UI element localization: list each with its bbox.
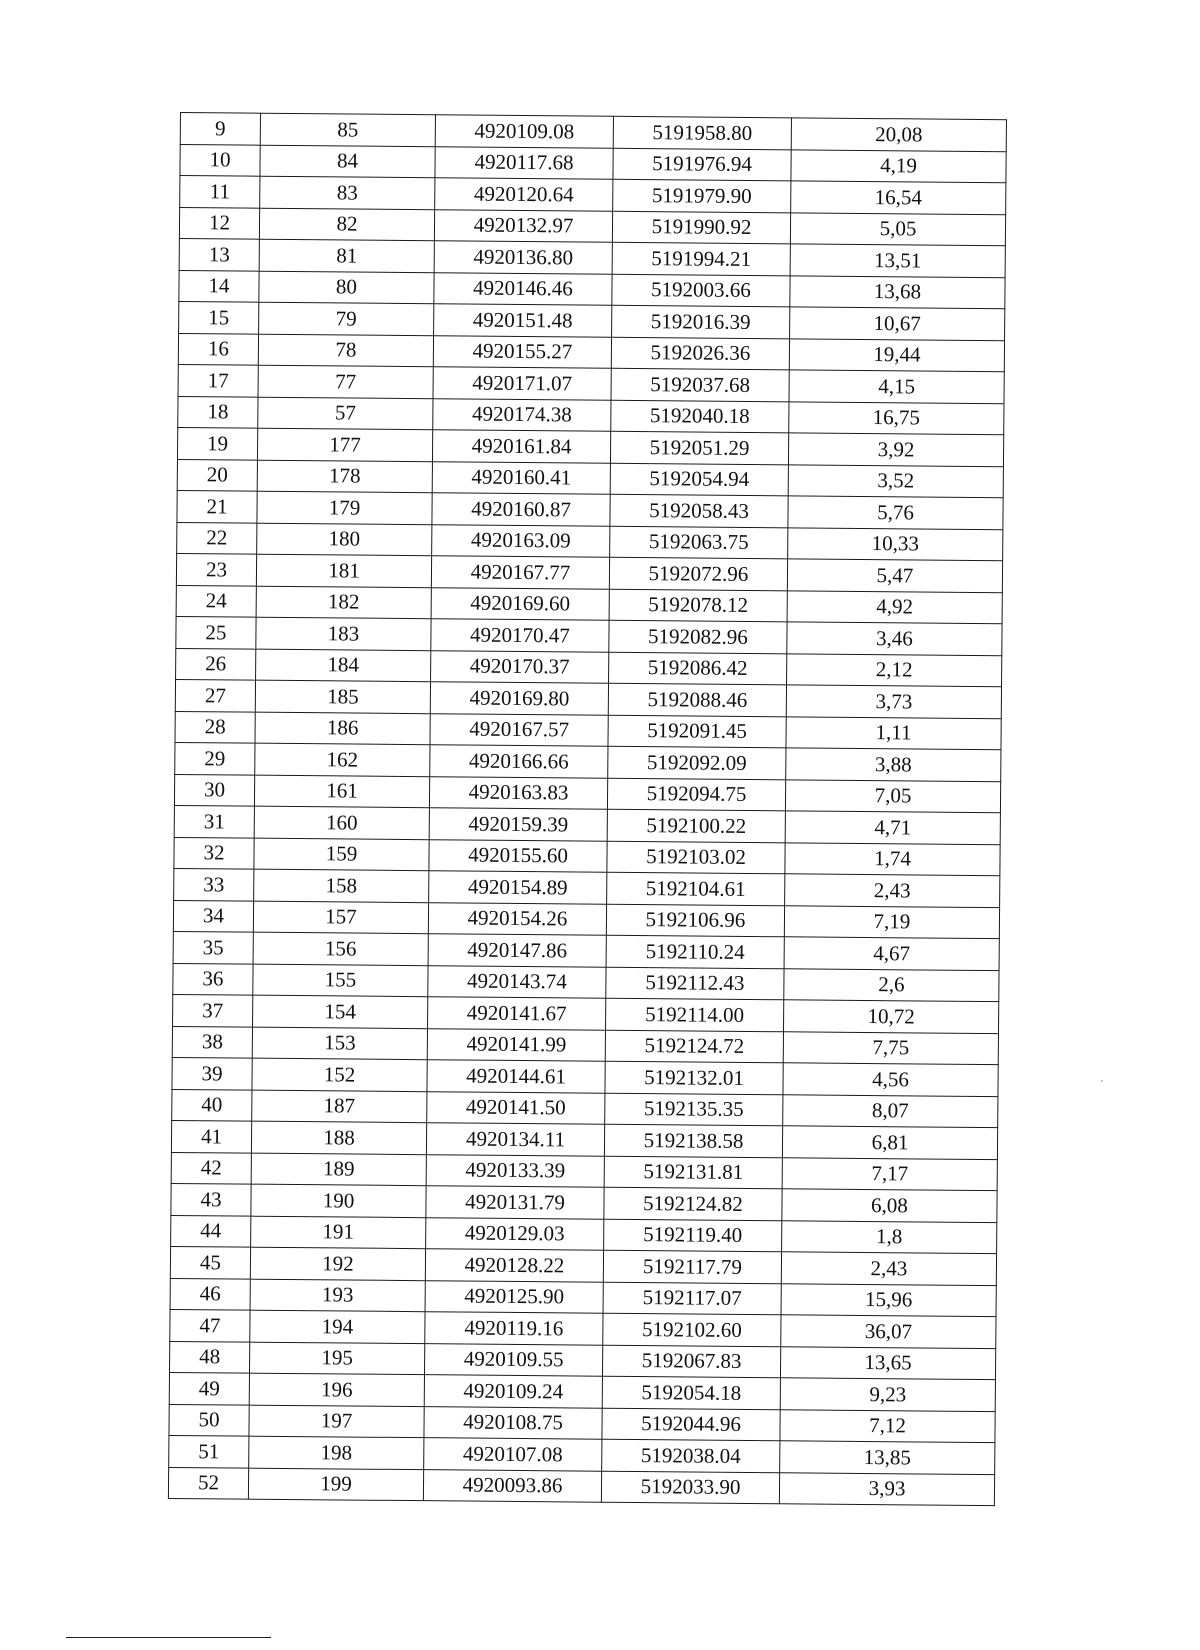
y-coordinate-cell: 5192088.46 xyxy=(608,683,786,716)
y-coordinate-cell: 5192058.43 xyxy=(610,494,788,527)
point-number-cell: 162 xyxy=(255,743,430,776)
x-coordinate-cell: 4920131.79 xyxy=(426,1186,604,1219)
point-number-cell: 186 xyxy=(255,712,430,745)
point-number-cell: 194 xyxy=(250,1310,425,1343)
x-coordinate-cell: 4920155.27 xyxy=(433,335,611,368)
row-number-cell: 36 xyxy=(173,963,253,995)
y-coordinate-cell: 5192016.39 xyxy=(612,305,790,338)
x-coordinate-cell: 4920129.03 xyxy=(426,1217,604,1250)
point-number-cell: 81 xyxy=(259,239,434,272)
row-number-cell: 25 xyxy=(176,616,256,648)
point-number-cell: 80 xyxy=(259,271,434,304)
row-number-cell: 46 xyxy=(170,1278,250,1310)
x-coordinate-cell: 4920136.80 xyxy=(434,241,612,274)
distance-cell: 36,07 xyxy=(781,1315,996,1348)
distance-cell: 13,85 xyxy=(780,1441,995,1474)
y-coordinate-cell: 5192112.43 xyxy=(606,967,784,1000)
distance-cell: 8,07 xyxy=(783,1094,998,1127)
row-number-cell: 34 xyxy=(173,900,253,932)
y-coordinate-cell: 5192103.02 xyxy=(607,841,785,874)
x-coordinate-cell: 4920160.87 xyxy=(432,493,610,526)
point-number-cell: 191 xyxy=(251,1216,426,1249)
row-number-cell: 45 xyxy=(170,1246,250,1278)
row-number-cell: 47 xyxy=(170,1309,250,1341)
point-number-cell: 79 xyxy=(259,302,434,335)
x-coordinate-cell: 4920146.46 xyxy=(434,272,612,305)
y-coordinate-cell: 5192114.00 xyxy=(606,998,784,1031)
y-coordinate-cell: 5192067.83 xyxy=(602,1345,780,1378)
x-coordinate-cell: 4920169.80 xyxy=(430,682,608,715)
y-coordinate-cell: 5191994.21 xyxy=(612,242,790,275)
x-coordinate-cell: 4920134.11 xyxy=(426,1123,604,1156)
x-coordinate-cell: 4920141.99 xyxy=(427,1028,605,1061)
distance-cell: 3,73 xyxy=(786,685,1001,718)
distance-cell: 19,44 xyxy=(789,338,1004,371)
point-number-cell: 192 xyxy=(250,1247,425,1280)
point-number-cell: 195 xyxy=(249,1342,424,1375)
x-coordinate-cell: 4920171.07 xyxy=(433,367,611,400)
x-coordinate-cell: 4920125.90 xyxy=(425,1280,603,1313)
x-coordinate-cell: 4920141.67 xyxy=(428,997,606,1030)
distance-cell: 2,43 xyxy=(781,1252,996,1285)
distance-cell: 15,96 xyxy=(781,1283,996,1316)
row-number-cell: 37 xyxy=(173,994,253,1026)
y-coordinate-cell: 5192119.40 xyxy=(604,1219,782,1252)
x-coordinate-cell: 4920120.64 xyxy=(435,178,613,211)
point-number-cell: 82 xyxy=(259,208,434,241)
point-number-cell: 193 xyxy=(250,1279,425,1312)
x-coordinate-cell: 4920147.86 xyxy=(428,934,606,967)
distance-cell: 13,68 xyxy=(790,275,1005,308)
x-coordinate-cell: 4920128.22 xyxy=(425,1249,603,1282)
row-number-cell: 39 xyxy=(172,1057,252,1089)
y-coordinate-cell: 5192003.66 xyxy=(612,274,790,307)
footnote-separator xyxy=(66,1637,271,1638)
distance-cell: 13,65 xyxy=(780,1346,995,1379)
distance-cell: 10,33 xyxy=(788,527,1003,560)
row-number-cell: 18 xyxy=(178,396,258,428)
x-coordinate-cell: 4920151.48 xyxy=(434,304,612,337)
x-coordinate-cell: 4920107.08 xyxy=(424,1438,602,1471)
distance-cell: 3,46 xyxy=(787,622,1002,655)
row-number-cell: 11 xyxy=(180,176,260,208)
point-number-cell: 157 xyxy=(253,901,428,934)
y-coordinate-cell: 5192104.61 xyxy=(607,872,785,905)
y-coordinate-cell: 5192044.96 xyxy=(602,1408,780,1441)
x-coordinate-cell: 4920109.55 xyxy=(424,1343,602,1376)
distance-cell: 2,6 xyxy=(784,968,999,1001)
y-coordinate-cell: 5192054.94 xyxy=(610,463,788,496)
y-coordinate-cell: 5192040.18 xyxy=(611,400,789,433)
distance-cell: 10,72 xyxy=(784,1000,999,1033)
y-coordinate-cell: 5191979.90 xyxy=(613,179,791,212)
distance-cell: 3,52 xyxy=(788,464,1003,497)
scan-speck xyxy=(1101,1080,1103,1082)
x-coordinate-cell: 4920160.41 xyxy=(432,461,610,494)
row-number-cell: 30 xyxy=(174,774,254,806)
distance-cell: 5,47 xyxy=(787,559,1002,592)
distance-cell: 7,19 xyxy=(784,905,999,938)
distance-cell: 1,74 xyxy=(785,842,1000,875)
point-number-cell: 85 xyxy=(260,113,435,146)
row-number-cell: 10 xyxy=(180,144,260,176)
x-coordinate-cell: 4920174.38 xyxy=(433,398,611,431)
distance-cell: 4,56 xyxy=(783,1063,998,1096)
point-number-cell: 152 xyxy=(252,1058,427,1091)
x-coordinate-cell: 4920169.60 xyxy=(431,587,609,620)
point-number-cell: 184 xyxy=(256,649,431,682)
row-number-cell: 42 xyxy=(171,1152,251,1184)
point-number-cell: 77 xyxy=(258,365,433,398)
point-number-cell: 198 xyxy=(249,1436,424,1469)
row-number-cell: 33 xyxy=(174,868,254,900)
x-coordinate-cell: 4920143.74 xyxy=(428,965,606,998)
y-coordinate-cell: 5191990.92 xyxy=(612,211,790,244)
row-number-cell: 22 xyxy=(177,522,257,554)
row-number-cell: 23 xyxy=(176,553,256,585)
y-coordinate-cell: 5192054.18 xyxy=(602,1376,780,1409)
x-coordinate-cell: 4920154.89 xyxy=(429,871,607,904)
row-number-cell: 16 xyxy=(178,333,258,365)
x-coordinate-cell: 4920119.16 xyxy=(425,1312,603,1345)
x-coordinate-cell: 4920159.39 xyxy=(429,808,607,841)
x-coordinate-cell: 4920109.24 xyxy=(424,1375,602,1408)
y-coordinate-cell: 5192094.75 xyxy=(607,778,785,811)
distance-cell: 1,8 xyxy=(782,1220,997,1253)
row-number-cell: 49 xyxy=(169,1372,249,1404)
y-coordinate-cell: 5192033.90 xyxy=(601,1471,779,1504)
y-coordinate-cell: 5192135.35 xyxy=(605,1093,783,1126)
x-coordinate-cell: 4920109.08 xyxy=(435,115,613,148)
point-number-cell: 197 xyxy=(249,1405,424,1438)
row-number-cell: 32 xyxy=(174,837,254,869)
distance-cell: 4,15 xyxy=(789,370,1004,403)
point-number-cell: 189 xyxy=(251,1153,426,1186)
distance-cell: 2,43 xyxy=(785,874,1000,907)
x-coordinate-cell: 4920166.66 xyxy=(430,745,608,778)
y-coordinate-cell: 5192117.79 xyxy=(603,1250,781,1283)
row-number-cell: 26 xyxy=(176,648,256,680)
point-number-cell: 84 xyxy=(260,145,435,178)
row-number-cell: 52 xyxy=(168,1467,248,1499)
point-number-cell: 83 xyxy=(260,176,435,209)
x-coordinate-cell: 4920133.39 xyxy=(426,1154,604,1187)
table-row xyxy=(168,1467,994,1506)
y-coordinate-cell: 5192106.96 xyxy=(606,904,784,937)
point-number-cell: 153 xyxy=(252,1027,427,1060)
x-coordinate-cell: 4920167.57 xyxy=(430,713,608,746)
row-number-cell: 38 xyxy=(172,1026,252,1058)
y-coordinate-cell: 5192091.45 xyxy=(608,715,786,748)
distance-cell: 4,19 xyxy=(791,149,1006,182)
point-number-cell: 156 xyxy=(253,932,428,965)
row-number-cell: 43 xyxy=(171,1183,251,1215)
distance-cell: 16,54 xyxy=(791,181,1006,214)
point-number-cell: 188 xyxy=(251,1121,426,1154)
y-coordinate-cell: 5192038.04 xyxy=(602,1439,780,1472)
row-number-cell: 9 xyxy=(180,113,260,145)
distance-cell: 4,71 xyxy=(785,811,1000,844)
row-number-cell: 21 xyxy=(177,490,257,522)
distance-cell: 4,92 xyxy=(787,590,1002,623)
distance-cell: 9,23 xyxy=(780,1378,995,1411)
distance-cell: 3,93 xyxy=(779,1472,994,1505)
y-coordinate-cell: 5192102.60 xyxy=(603,1313,781,1346)
y-coordinate-cell: 5192132.01 xyxy=(605,1061,783,1094)
distance-cell: 4,67 xyxy=(784,937,999,970)
y-coordinate-cell: 5191958.80 xyxy=(613,116,791,149)
row-number-cell: 35 xyxy=(173,931,253,963)
point-number-cell: 179 xyxy=(257,491,432,524)
y-coordinate-cell: 5191976.94 xyxy=(613,148,791,181)
distance-cell: 3,88 xyxy=(786,748,1001,781)
x-coordinate-cell: 4920093.86 xyxy=(423,1469,601,1502)
distance-cell: 7,12 xyxy=(780,1409,995,1442)
row-number-cell: 51 xyxy=(169,1435,249,1467)
row-number-cell: 12 xyxy=(179,207,259,239)
distance-cell: 7,75 xyxy=(783,1031,998,1064)
distance-cell: 20,08 xyxy=(791,118,1006,151)
point-number-cell: 155 xyxy=(253,964,428,997)
y-coordinate-cell: 5192082.96 xyxy=(609,620,787,653)
point-number-cell: 161 xyxy=(254,775,429,808)
row-number-cell: 28 xyxy=(175,711,255,743)
x-coordinate-cell: 4920163.83 xyxy=(429,776,607,809)
row-number-cell: 17 xyxy=(178,364,258,396)
distance-cell: 5,76 xyxy=(788,496,1003,529)
y-coordinate-cell: 5192072.96 xyxy=(609,557,787,590)
row-number-cell: 48 xyxy=(170,1341,250,1373)
row-number-cell: 40 xyxy=(172,1089,252,1121)
y-coordinate-cell: 5192117.07 xyxy=(603,1282,781,1315)
row-number-cell: 29 xyxy=(175,742,255,774)
point-number-cell: 180 xyxy=(257,523,432,556)
distance-cell: 1,11 xyxy=(786,716,1001,749)
distance-cell: 16,75 xyxy=(789,401,1004,434)
x-coordinate-cell: 4920144.61 xyxy=(427,1060,605,1093)
x-coordinate-cell: 4920117.68 xyxy=(435,146,613,179)
coordinates-table-body xyxy=(168,113,1006,1506)
distance-cell: 2,12 xyxy=(787,653,1002,686)
point-number-cell: 181 xyxy=(256,554,431,587)
y-coordinate-cell: 5192063.75 xyxy=(610,526,788,559)
row-number-cell: 24 xyxy=(176,585,256,617)
point-number-cell: 182 xyxy=(256,586,431,619)
y-coordinate-cell: 5192051.29 xyxy=(610,431,788,464)
distance-cell: 5,05 xyxy=(790,212,1005,245)
point-number-cell: 190 xyxy=(251,1184,426,1217)
y-coordinate-cell: 5192037.68 xyxy=(611,368,789,401)
distance-cell: 3,92 xyxy=(788,433,1003,466)
y-coordinate-cell: 5192131.81 xyxy=(604,1156,782,1189)
x-coordinate-cell: 4920170.37 xyxy=(431,650,609,683)
row-number-cell: 44 xyxy=(171,1215,251,1247)
y-coordinate-cell: 5192124.82 xyxy=(604,1187,782,1220)
x-coordinate-cell: 4920108.75 xyxy=(424,1406,602,1439)
distance-cell: 10,67 xyxy=(790,307,1005,340)
point-number-cell: 185 xyxy=(255,680,430,713)
distance-cell: 13,51 xyxy=(790,244,1005,277)
x-coordinate-cell: 4920170.47 xyxy=(431,619,609,652)
row-number-cell: 19 xyxy=(177,427,257,459)
y-coordinate-cell: 5192124.72 xyxy=(605,1030,783,1063)
point-number-cell: 57 xyxy=(258,397,433,430)
x-coordinate-cell: 4920163.09 xyxy=(432,524,610,557)
y-coordinate-cell: 5192026.36 xyxy=(611,337,789,370)
point-number-cell: 158 xyxy=(254,869,429,902)
x-coordinate-cell: 4920141.50 xyxy=(427,1091,605,1124)
coordinates-table xyxy=(168,112,1007,1506)
x-coordinate-cell: 4920132.97 xyxy=(434,209,612,242)
point-number-cell: 177 xyxy=(257,428,432,461)
y-coordinate-cell: 5192078.12 xyxy=(609,589,787,622)
point-number-cell: 199 xyxy=(248,1468,423,1501)
distance-cell: 6,81 xyxy=(782,1126,997,1159)
row-number-cell: 20 xyxy=(177,459,257,491)
y-coordinate-cell: 5192110.24 xyxy=(606,935,784,968)
point-number-cell: 187 xyxy=(252,1090,427,1123)
row-number-cell: 27 xyxy=(175,679,255,711)
x-coordinate-cell: 4920167.77 xyxy=(431,556,609,589)
y-coordinate-cell: 5192086.42 xyxy=(609,652,787,685)
x-coordinate-cell: 4920154.26 xyxy=(428,902,606,935)
distance-cell: 7,05 xyxy=(785,779,1000,812)
x-coordinate-cell: 4920161.84 xyxy=(432,430,610,463)
point-number-cell: 183 xyxy=(256,617,431,650)
point-number-cell: 78 xyxy=(258,334,433,367)
y-coordinate-cell: 5192138.58 xyxy=(604,1124,782,1157)
distance-cell: 6,08 xyxy=(782,1189,997,1222)
row-number-cell: 15 xyxy=(179,301,259,333)
y-coordinate-cell: 5192100.22 xyxy=(607,809,785,842)
row-number-cell: 14 xyxy=(179,270,259,302)
x-coordinate-cell: 4920155.60 xyxy=(429,839,607,872)
point-number-cell: 159 xyxy=(254,838,429,871)
point-number-cell: 178 xyxy=(257,460,432,493)
row-number-cell: 41 xyxy=(171,1120,251,1152)
point-number-cell: 160 xyxy=(254,806,429,839)
row-number-cell: 31 xyxy=(174,805,254,837)
y-coordinate-cell: 5192092.09 xyxy=(608,746,786,779)
row-number-cell: 50 xyxy=(169,1404,249,1436)
point-number-cell: 154 xyxy=(253,995,428,1028)
point-number-cell: 196 xyxy=(249,1373,424,1406)
distance-cell: 7,17 xyxy=(782,1157,997,1190)
row-number-cell: 13 xyxy=(179,238,259,270)
